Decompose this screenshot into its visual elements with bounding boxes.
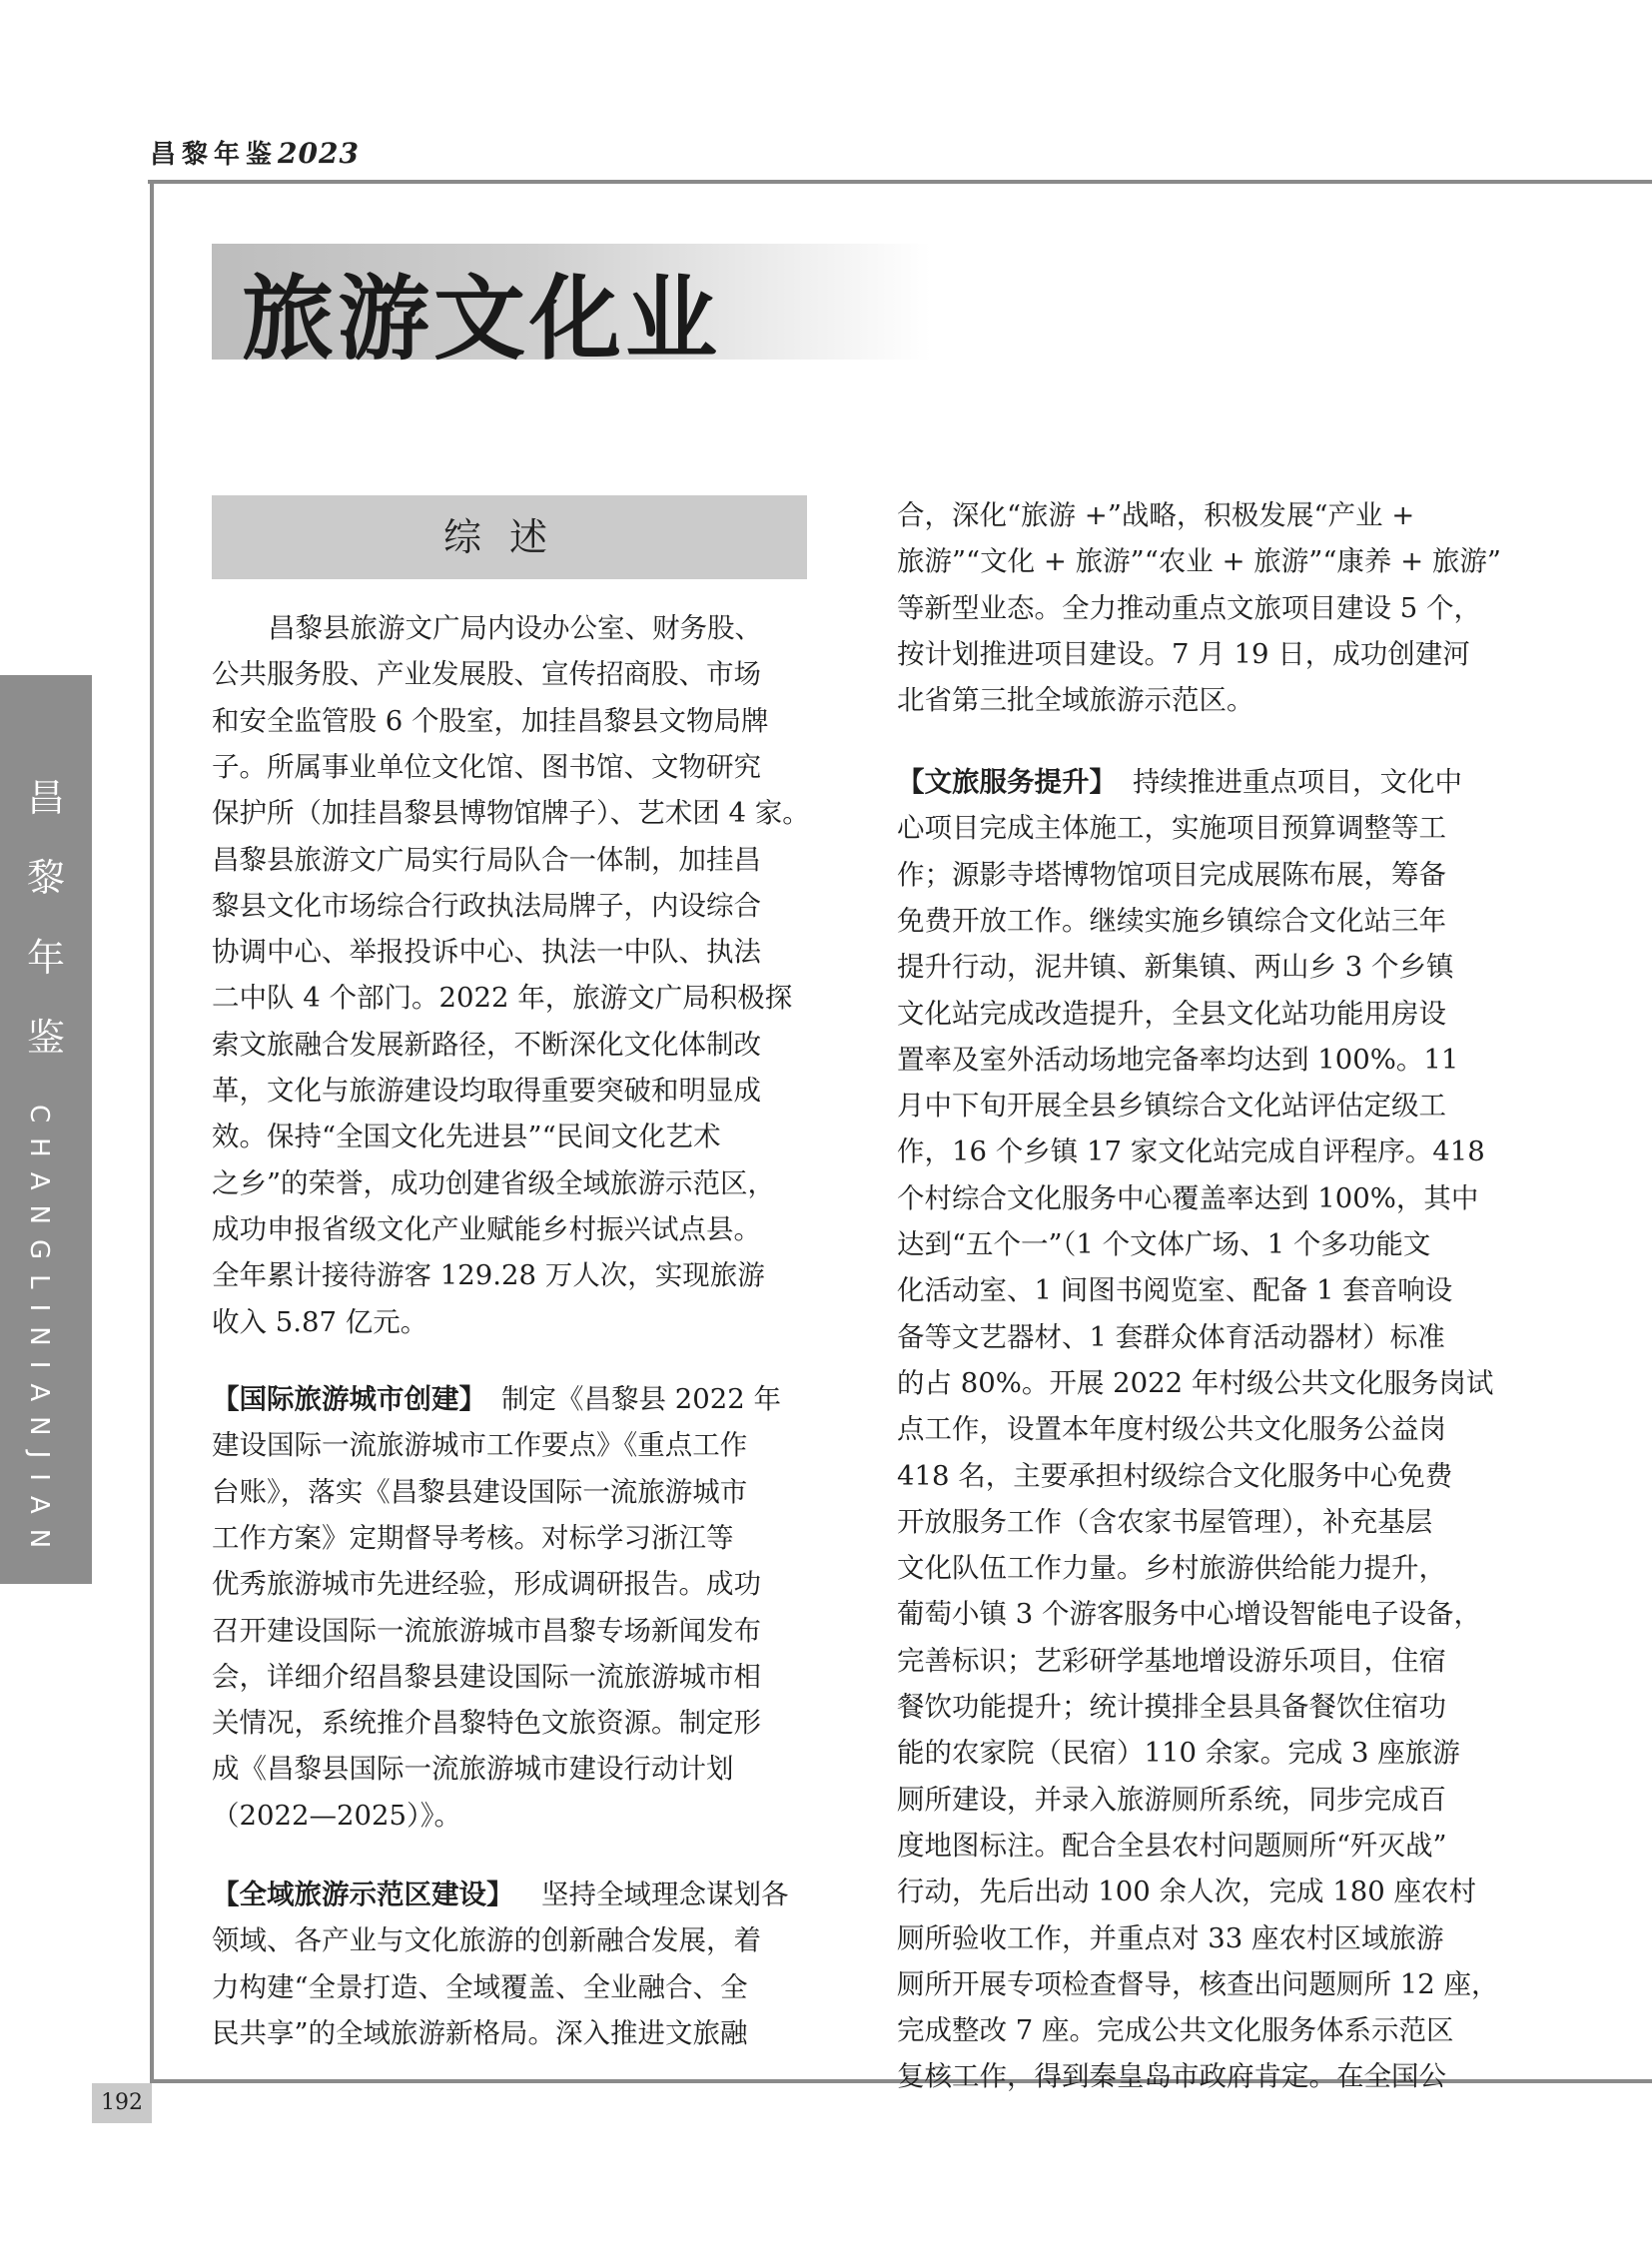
- side-tab-char: 昌: [26, 776, 65, 820]
- text-line: 协调中心、举报投诉中心、执法一中队、执法: [212, 936, 761, 969]
- text-line: 之乡”的荣誉，成功创建省级全域旅游示范区，: [212, 1166, 776, 1199]
- text-line: 葡萄小镇 3 个游客服务中心增设智能电子设备，: [897, 1598, 1481, 1631]
- text-line: 和安全监管股 6 个股室，加挂昌黎县文物局牌: [212, 704, 769, 737]
- text-line: 领域、各产业与文化旅游的创新融合发展，着: [212, 1924, 761, 1957]
- text-line: 二中队 4 个部门。2022 年，旅游文广局积极探: [212, 982, 793, 1015]
- text-line: 达到“五个一”（1 个文体广场、1 个多功能文: [897, 1228, 1431, 1260]
- text-line: 餐饮功能提升；统计摸排全县具备餐饮住宿功: [897, 1691, 1446, 1723]
- text-line: 革，文化与旅游建设均取得重要突破和明显成: [212, 1075, 761, 1107]
- side-tab-char: 黎: [26, 856, 65, 900]
- text-line: 文化站完成改造提升，全县文化站功能用房设: [897, 997, 1446, 1030]
- text-line: 民共享”的全域旅游新格局。深入推进文旅融: [212, 2016, 748, 2049]
- text-line: 等新型业态。全力推动重点文旅项目建设 5 个，: [897, 591, 1481, 624]
- text-line: 效。保持“全国文化先进县”“民间文化艺术: [212, 1121, 721, 1153]
- text-line: 成功申报省级文化产业赋能乡村振兴试点县。: [212, 1212, 761, 1245]
- frame-left-rule: [150, 180, 154, 2083]
- text-line: 418 名，主要承担村级综合文化服务中心免费: [897, 1459, 1453, 1492]
- text-line: 作，16 个乡镇 17 家文化站完成自评程序。418: [897, 1135, 1485, 1168]
- text-line: 黎县文化市场综合行政执法局牌子，内设综合: [212, 889, 761, 922]
- text-line: 昌黎县旅游文广局内设办公室、财务股、: [268, 612, 762, 644]
- page-title: 旅游文化业: [242, 266, 722, 373]
- text-line: 作；源影寺塔博物馆项目完成展陈布展，筹备: [897, 858, 1446, 891]
- text-line: 收入 5.87 亿元。: [212, 1305, 428, 1338]
- text-line: 保护所（加挂昌黎县博物馆牌子）、艺术团 4 家。: [212, 797, 810, 830]
- text-line: 的占 80%。开展 2022 年村级公共文化服务岗试: [897, 1366, 1494, 1399]
- text-line: 能的农家院（民宿）110 余家。完成 3 座旅游: [897, 1737, 1460, 1770]
- running-head-year: 2023: [278, 137, 360, 170]
- text-line: 开放服务工作（含农家书屋管理），补充基层: [897, 1505, 1433, 1538]
- text-line: 复核工作，得到秦皇岛市政府肯定。在全国公: [897, 2060, 1446, 2093]
- running-head-title: 昌黎年鉴: [150, 140, 279, 170]
- frame-top-rule: [148, 180, 1652, 184]
- text-line: 点工作，设置本年度村级公共文化服务公益岗: [897, 1413, 1446, 1446]
- text-line: 成《昌黎县国际一流旅游城市建设行动计划: [212, 1753, 734, 1786]
- text-line: 优秀旅游城市先进经验，形成调研报告。成功: [212, 1568, 761, 1601]
- text-line: 个村综合文化服务中心覆盖率达到 100%，其中: [897, 1181, 1479, 1214]
- side-tab-pinyin: CHANGLINIANJIAN: [24, 1105, 54, 1564]
- text-line: 召开建设国际一流旅游城市昌黎专场新闻发布: [212, 1614, 761, 1647]
- text-line: 完成整改 7 座。完成公共文化服务体系示范区: [897, 2014, 1454, 2047]
- text-line: 月中下旬开展全县乡镇综合文化站评估定级工: [897, 1090, 1446, 1123]
- running-head: [150, 134, 360, 171]
- side-tab-char: 鉴: [26, 1016, 65, 1060]
- text-line: 完善标识；艺彩研学基地增设游乐项目，住宿: [897, 1644, 1446, 1677]
- text-line: 化活动室、1 间图书阅览室、配备 1 套音响设: [897, 1274, 1453, 1307]
- text-line: 台账》，落实《昌黎县建设国际一流旅游城市: [212, 1475, 748, 1508]
- text-line: 文化队伍工作力量。乡村旅游供给能力提升，: [897, 1552, 1446, 1585]
- text-line: 关情况，系统推介昌黎特色文旅资源。制定形: [212, 1707, 761, 1740]
- text-line: 持续推进重点项目，文化中: [1133, 766, 1462, 798]
- text-line: 厕所建设，并录入旅游厕所系统，同步完成百: [897, 1783, 1446, 1816]
- text-line: 子。所属事业单位文化馆、图书馆、文物研究: [212, 750, 761, 783]
- text-line: 备等文艺器材、1 套群众体育活动器材）标准: [897, 1320, 1445, 1353]
- section-subheading: 【国际旅游城市创建】: [212, 1383, 486, 1415]
- text-line: 旅游”“文化 + 旅游”“农业 + 旅游”“康养 + 旅游”: [897, 545, 1501, 578]
- text-line: 置率及室外活动场地完备率均达到 100%。11: [897, 1043, 1459, 1076]
- text-line: 免费开放工作。继续实施乡镇综合文化站三年: [897, 904, 1446, 937]
- text-line: 工作方案》定期督导考核。对标学习浙江等: [212, 1521, 734, 1554]
- text-line: 坚持全域理念谋划各: [541, 1879, 789, 1910]
- text-line: 制定《昌黎县 2022 年: [501, 1383, 781, 1415]
- section-heading: 综述: [212, 495, 807, 579]
- text-line: 索文旅融合发展新路径，不断深化文化体制改: [212, 1028, 761, 1061]
- text-line: 公共服务股、产业发展股、宣传招商股、市场: [212, 658, 761, 691]
- text-line: 昌黎县旅游文广局实行局队合一体制，加挂昌: [212, 843, 761, 876]
- text-line: 会，详细介绍昌黎县建设国际一流旅游城市相: [212, 1660, 761, 1693]
- text-line: 提升行动，泥井镇、新集镇、两山乡 3 个乡镇: [897, 951, 1454, 984]
- text-line: 北省第三批全域旅游示范区。: [897, 684, 1254, 717]
- text-line: 按计划推进项目建设。7 月 19 日，成功创建河: [897, 637, 1470, 670]
- text-line: 全年累计接待游客 129.28 万人次，实现旅游: [212, 1259, 765, 1292]
- text-line: （2022—2025）》。: [212, 1799, 461, 1832]
- text-line: 合，深化“旅游 +”战略，积极发展“产业 +: [897, 499, 1415, 531]
- side-tab: [0, 675, 92, 1584]
- text-line: 行动，先后出动 100 余人次，完成 180 座农村: [897, 1876, 1476, 1908]
- text-line: 力构建“全景打造、全域覆盖、全业融合、全: [212, 1970, 748, 2003]
- text-line: 建设国际一流旅游城市工作要点》《重点工作: [212, 1429, 748, 1462]
- section-subheading: 【全域旅游示范区建设】: [212, 1879, 514, 1910]
- section-subheading: 【文旅服务提升】: [897, 766, 1117, 798]
- text-line: 厕所验收工作，并重点对 33 座农村区域旅游: [897, 1921, 1444, 1954]
- text-line: 厕所开展专项检查督导，核查出问题厕所 12 座，: [897, 1967, 1499, 2000]
- text-line: 心项目完成主体施工，实施项目预算调整等工: [897, 812, 1446, 845]
- text-line: 度地图标注。配合全县农村问题厕所“歼灭战”: [897, 1829, 1447, 1862]
- side-tab-char: 年: [26, 936, 65, 980]
- page-number: 192: [92, 2083, 152, 2123]
